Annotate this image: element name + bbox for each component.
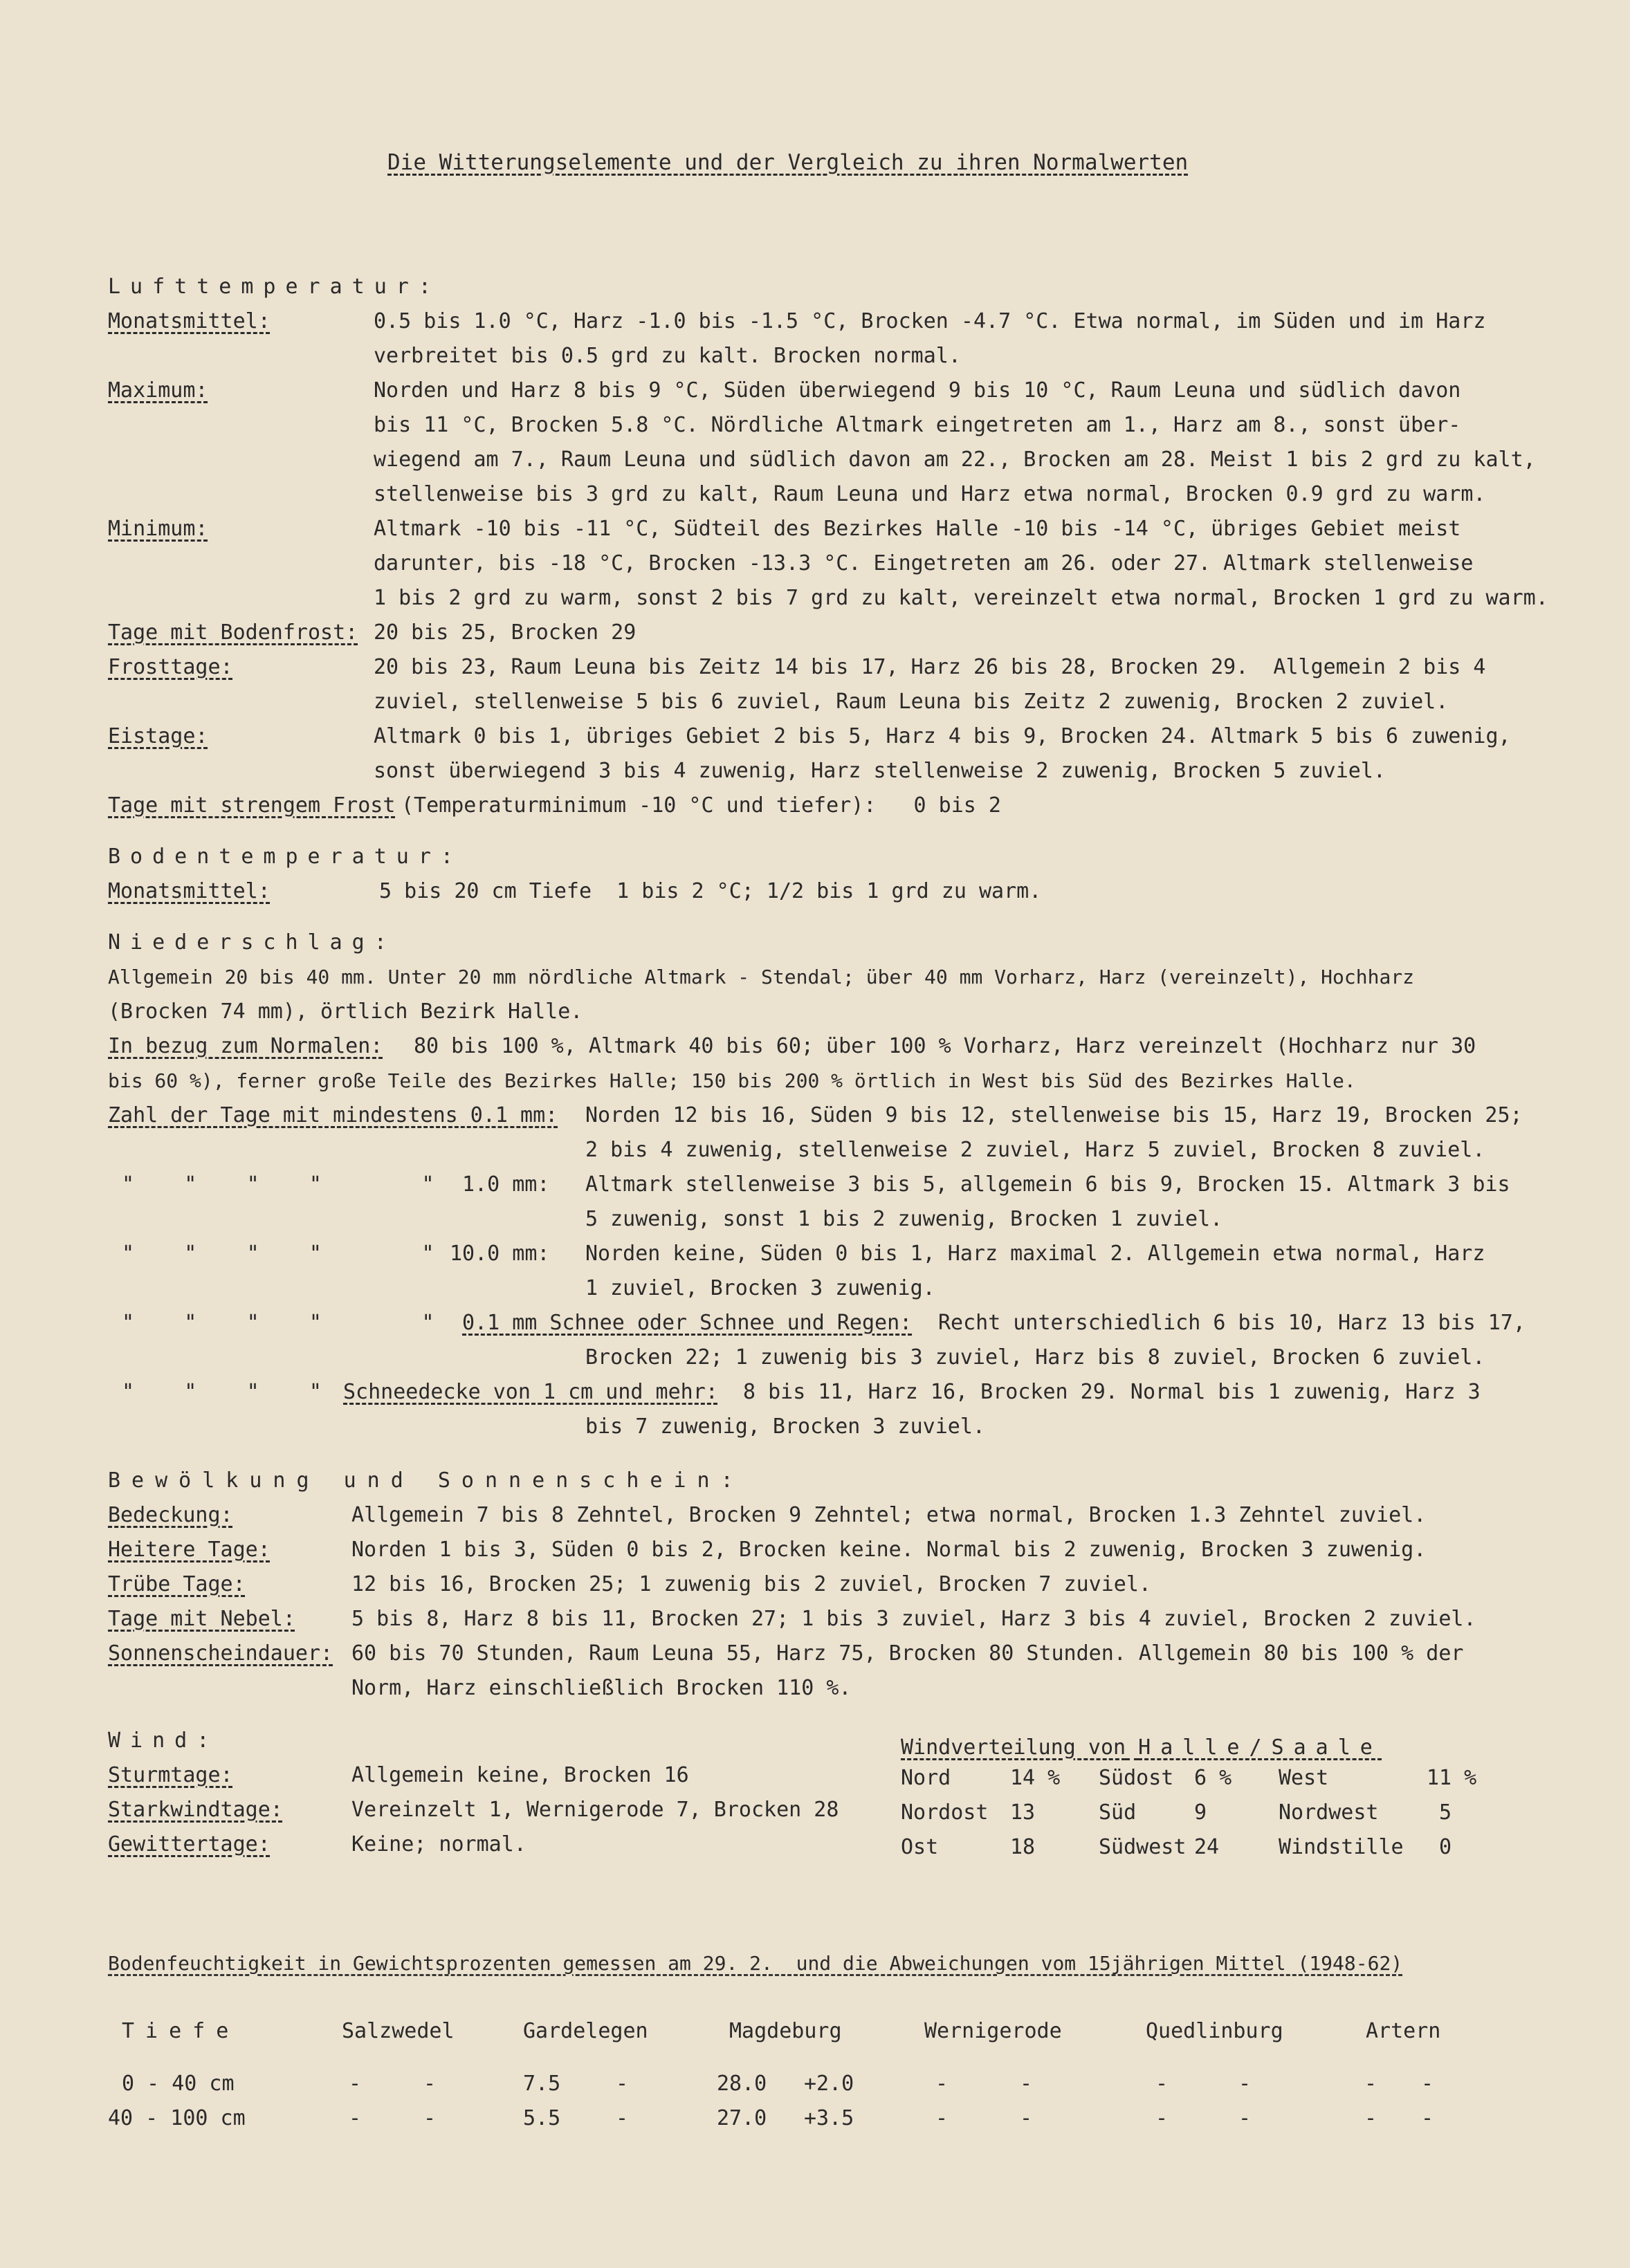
text-line: Norden und Harz 8 bis 9 °C, Süden überwiegend 9 bis 10 °C, Raum Leuna und südlich davon bbox=[374, 378, 1461, 403]
text-line: (Temperaturminimum -10 °C und tiefer): 0 bis 2 bbox=[401, 793, 1001, 818]
table-header-station: Salzwedel bbox=[342, 2019, 455, 2043]
table-cell: 28.0 bbox=[717, 2072, 767, 2096]
wind-dir: Südost bbox=[1099, 1766, 1174, 1790]
table-cell: - bbox=[1421, 2072, 1434, 2096]
table-cell: - bbox=[1364, 2072, 1377, 2096]
text-line: Allgemein 20 bis 40 mm. Unter 20 mm nördliche Altmark - Stendal; über 40 mm Vorharz, Harz (vereinzelt), Hochharz bbox=[108, 966, 1415, 988]
text-line: Altmark 0 bis 1, übriges Gebiet 2 bis 5, Harz 4 bis 9, Brocken 24. Altmark 5 bis 6 zuwenig, bbox=[374, 724, 1511, 748]
label-monatsmittel: Monatsmittel: bbox=[108, 309, 271, 333]
text-line: zuviel, stellenweise 5 bis 6 zuviel, Raum Leuna bis Zeitz 2 zuwenig, Brocken 2 zuviel. bbox=[374, 690, 1449, 714]
table-cell: - bbox=[935, 2106, 949, 2130]
ditto-marks: " " " " bbox=[122, 1380, 322, 1404]
table-cell: - bbox=[349, 2072, 362, 2096]
ditto-marks: " " " " " bbox=[122, 1172, 434, 1197]
text-line: bis 11 °C, Brocken 5.8 °C. Nördliche Altmark eingetreten am 1., Harz am 8., sonst über- bbox=[374, 413, 1461, 437]
text-line: 60 bis 70 Stunden, Raum Leuna 55, Harz 75, Brocken 80 Stunden. Allgemein 80 bis 100 % der bbox=[351, 1641, 1464, 1666]
table-cell: - bbox=[1238, 2106, 1252, 2130]
table-cell: - bbox=[349, 2106, 362, 2130]
text-line: 0.5 bis 1.0 °C, Harz -1.0 bis -1.5 °C, Brocken -4.7 °C. Etwa normal, im Süden und im Harz bbox=[374, 309, 1486, 333]
table-cell: - bbox=[423, 2106, 437, 2130]
label-sturmtage: Sturmtage: bbox=[108, 1763, 233, 1787]
label-truebe-tage: Trübe Tage: bbox=[108, 1572, 246, 1596]
table-cell: - bbox=[616, 2106, 629, 2130]
label-strenger-frost: Tage mit strengem Frost bbox=[108, 793, 396, 818]
wind-val: 9 bbox=[1194, 1800, 1207, 1825]
wind-val: 0 bbox=[1439, 1835, 1452, 1859]
table-cell: 27.0 bbox=[717, 2106, 767, 2130]
label-heitere-tage: Heitere Tage: bbox=[108, 1538, 271, 1562]
table-cell: - bbox=[1155, 2106, 1169, 2130]
text-line: darunter, bis -18 °C, Brocken -13.3 °C. Eingetreten am 26. oder 27. Altmark stellenweise bbox=[374, 551, 1474, 575]
text-line: 8 bis 11, Harz 16, Brocken 29. Normal bis 1 zuwenig, Harz 3 bbox=[743, 1380, 1481, 1404]
text-line: Recht unterschiedlich 6 bis 10, Harz 13 bis 17, bbox=[938, 1311, 1526, 1335]
label-tage-1mm: 1.0 mm: bbox=[462, 1172, 550, 1197]
wind-dir: West bbox=[1279, 1766, 1329, 1790]
wind-dir: Ost bbox=[901, 1835, 939, 1859]
table-cell: - bbox=[1238, 2072, 1252, 2096]
table-cell: +2.0 bbox=[804, 2072, 854, 2096]
wind-val: 24 bbox=[1194, 1835, 1220, 1859]
text-line: 80 bis 100 %, Altmark 40 bis 60; über 100 % Vorharz, Harz vereinzelt (Hochharz nur 30 bbox=[414, 1034, 1476, 1058]
wind-val: 13 bbox=[1010, 1800, 1036, 1825]
windverteilung-heading-b: Halle/Saale bbox=[1138, 1735, 1382, 1760]
text-line: (Brocken 74 mm), örtlich Bezirk Halle. bbox=[108, 999, 583, 1024]
table-cell: - bbox=[1421, 2106, 1434, 2130]
wind-val: 14 % bbox=[1010, 1766, 1061, 1790]
label-bodenfrost: Tage mit Bodenfrost: bbox=[108, 620, 358, 645]
table-cell-tiefe: 40 - 100 cm bbox=[108, 2106, 246, 2130]
table-cell: - bbox=[935, 2072, 949, 2096]
wind-dir: Nordwest bbox=[1279, 1800, 1379, 1825]
table-cell: - bbox=[1364, 2106, 1377, 2130]
ditto-marks: " " " " " bbox=[122, 1311, 434, 1335]
table-header-station: Wernigerode bbox=[924, 2019, 1062, 2043]
table-cell: 5.5 bbox=[523, 2106, 561, 2130]
label-tage-10mm: 10.0 mm: bbox=[450, 1242, 550, 1266]
table-cell: - bbox=[1020, 2106, 1033, 2130]
windverteilung-heading-a: Windverteilung von bbox=[901, 1735, 1126, 1760]
label-starkwindtage: Starkwindtage: bbox=[108, 1798, 283, 1822]
table-header-station: Artern bbox=[1366, 2019, 1441, 2043]
text-line: Allgemein keine, Brocken 16 bbox=[351, 1763, 689, 1787]
text-line: Norden keine, Süden 0 bis 1, Harz maximal 2. Allgemein etwa normal, Harz bbox=[585, 1242, 1485, 1266]
label-eistage: Eistage: bbox=[108, 724, 208, 748]
text-line: Vereinzelt 1, Wernigerode 7, Brocken 28 bbox=[351, 1798, 839, 1822]
bodenfeuchte-heading: Bodenfeuchtigkeit in Gewichtsprozenten gemessen am 29. 2. und die Abweichungen vom 15jährigen Mittel (1948-62) bbox=[108, 1952, 1403, 1975]
text-line: Keine; normal. bbox=[351, 1832, 526, 1856]
table-header-station: Magdeburg bbox=[729, 2019, 842, 2043]
text-line: Norm, Harz einschließlich Brocken 110 %. bbox=[351, 1676, 852, 1700]
text-line: Norden 12 bis 16, Süden 9 bis 12, stellenweise bis 15, Harz 19, Brocken 25; bbox=[585, 1103, 1523, 1127]
label-schnee: 0.1 mm Schnee oder Schnee und Regen: bbox=[462, 1311, 913, 1335]
text-line: bis 7 zuwenig, Brocken 3 zuviel. bbox=[585, 1414, 985, 1439]
wind-val: 18 bbox=[1010, 1835, 1036, 1859]
text-line: verbreitet bis 0.5 grd zu kalt. Brocken normal. bbox=[374, 344, 961, 368]
section-heading-bodentemperatur: Bodentemperatur: bbox=[108, 845, 463, 869]
table-cell: - bbox=[1155, 2072, 1169, 2096]
text-line: Allgemein 7 bis 8 Zehntel, Brocken 9 Zehntel; etwa normal, Brocken 1.3 Zehntel zuviel. bbox=[351, 1503, 1427, 1527]
windverteilung-heading bbox=[901, 1736, 1382, 1760]
table-cell: - bbox=[616, 2072, 629, 2096]
section-heading-wind: Wind: bbox=[108, 1728, 219, 1753]
label-normal: In bezug zum Normalen: bbox=[108, 1034, 383, 1058]
table-cell: +3.5 bbox=[804, 2106, 854, 2130]
label-schneedecke: Schneedecke von 1 cm und mehr: bbox=[343, 1380, 718, 1404]
label-maximum: Maximum: bbox=[108, 378, 208, 403]
text-line: 2 bis 4 zuwenig, stellenweise 2 zuviel, Harz 5 zuviel, Brocken 8 zuviel. bbox=[585, 1138, 1485, 1162]
wind-dir: Nord bbox=[901, 1766, 951, 1790]
text-line: bis 60 %), ferner große Teile des Bezirkes Halle; 150 bis 200 % örtlich in West bis Süd des Bezirkes Halle. bbox=[108, 1069, 1356, 1092]
text-line: 12 bis 16, Brocken 25; 1 zuwenig bis 2 zuviel, Brocken 7 zuviel. bbox=[351, 1572, 1151, 1596]
wind-val: 6 % bbox=[1194, 1766, 1232, 1790]
page-title: Die Witterungselemente und der Vergleich zu ihren Normalwerten bbox=[387, 150, 1189, 175]
text-line: Brocken 22; 1 zuwenig bis 3 zuviel, Harz bis 8 zuviel, Brocken 6 zuviel. bbox=[585, 1345, 1485, 1370]
wind-dir: Süd bbox=[1099, 1800, 1137, 1825]
label-bedeckung: Bedeckung: bbox=[108, 1503, 233, 1527]
label-minimum: Minimum: bbox=[108, 517, 208, 541]
label-tage-mit-nebel: Tage mit Nebel: bbox=[108, 1607, 295, 1631]
label-sonnenscheindauer: Sonnenscheindauer: bbox=[108, 1641, 333, 1666]
text-line: 1 bis 2 grd zu warm, sonst 2 bis 7 grd zu kalt, vereinzelt etwa normal, Brocken 1 grd zu warm. bbox=[374, 586, 1548, 610]
text-line: Altmark stellenweise 3 bis 5, allgemein 6 bis 9, Brocken 15. Altmark 3 bis bbox=[585, 1172, 1510, 1197]
table-cell-tiefe: 0 - 40 cm bbox=[122, 2072, 235, 2096]
text-line: 5 bis 20 cm Tiefe 1 bis 2 °C; 1/2 bis 1 grd zu warm. bbox=[379, 879, 1042, 903]
text-line: 20 bis 23, Raum Leuna bis Zeitz 14 bis 17, Harz 26 bis 28, Brocken 29. Allgemein 2 bis 4 bbox=[374, 655, 1486, 679]
text-line: 5 zuwenig, sonst 1 bis 2 zuwenig, Brocken 1 zuviel. bbox=[585, 1207, 1223, 1231]
table-cell: 7.5 bbox=[523, 2072, 561, 2096]
table-cell: - bbox=[423, 2072, 437, 2096]
ditto-marks: " " " " " bbox=[122, 1242, 434, 1266]
text-line: sonst überwiegend 3 bis 4 zuwenig, Harz stellenweise 2 zuwenig, Brocken 5 zuviel. bbox=[374, 759, 1386, 783]
text-line: 20 bis 25, Brocken 29 bbox=[374, 620, 637, 645]
text-line: 5 bis 8, Harz 8 bis 11, Brocken 27; 1 bis 3 zuviel, Harz 3 bis 4 zuviel, Brocken 2 zuviel. bbox=[351, 1607, 1476, 1631]
label-tage-01mm: Zahl der Tage mit mindestens 0.1 mm: bbox=[108, 1103, 558, 1127]
label-monatsmittel: Monatsmittel: bbox=[108, 879, 271, 903]
section-heading-bewoelkung: Bewölkung und Sonnenschein: bbox=[108, 1468, 744, 1493]
table-header-station: Quedlinburg bbox=[1146, 2019, 1283, 2043]
text-line: stellenweise bis 3 grd zu kalt, Raum Leuna und Harz etwa normal, Brocken 0.9 grd zu warm. bbox=[374, 482, 1486, 506]
wind-dir: Nordost bbox=[901, 1800, 989, 1825]
wind-val: 11 % bbox=[1427, 1766, 1477, 1790]
text-line: Altmark -10 bis -11 °C, Südteil des Bezirkes Halle -10 bis -14 °C, übriges Gebiet meist bbox=[374, 517, 1461, 541]
section-heading-lufttemperatur: Lufttemperatur: bbox=[108, 275, 441, 299]
label-gewittertage: Gewittertage: bbox=[108, 1832, 271, 1856]
section-heading-niederschlag: Niederschlag: bbox=[108, 930, 396, 955]
text-line: 1 zuviel, Brocken 3 zuwenig. bbox=[585, 1276, 935, 1300]
wind-val: 5 bbox=[1439, 1800, 1452, 1825]
text-line: wiegend am 7., Raum Leuna und südlich davon am 22., Brocken am 28. Meist 1 bis 2 grd zu kalt, bbox=[374, 448, 1536, 472]
table-cell: - bbox=[1020, 2072, 1033, 2096]
label-frosttage: Frosttage: bbox=[108, 655, 233, 679]
table-header-station: Gardelegen bbox=[523, 2019, 648, 2043]
table-header-tiefe: Tiefe bbox=[122, 2019, 240, 2043]
wind-dir: Südwest bbox=[1099, 1835, 1187, 1859]
wind-dir: Windstille bbox=[1279, 1835, 1404, 1859]
text-line: Norden 1 bis 3, Süden 0 bis 2, Brocken keine. Normal bis 2 zuwenig, Brocken 3 zuwenig. bbox=[351, 1538, 1427, 1562]
